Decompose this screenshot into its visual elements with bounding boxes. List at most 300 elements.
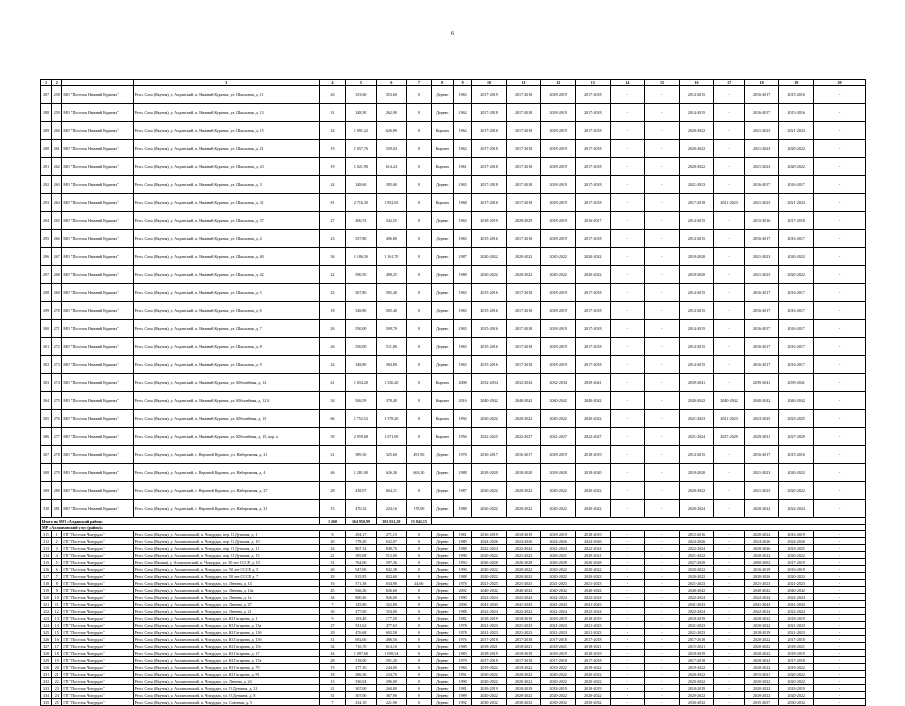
table-cell: Респ. Саха (Якутия), у. Алданский, с. Верхний Куранах, ул. Набережная, д. 21 — [133, 446, 319, 464]
table-cell: 764,00 — [346, 559, 377, 566]
table-cell: - — [813, 428, 865, 446]
table-cell: 2020-2022 — [506, 266, 541, 284]
table-cell: 2019-2022 — [472, 664, 507, 671]
table-cell: 2020-2022 — [779, 573, 814, 580]
table-row — [41, 176, 866, 194]
table-cell: 348,60 — [346, 176, 377, 194]
table-cell: - — [813, 284, 865, 302]
table-cell: 2018-2019 — [576, 615, 611, 622]
table-cell: 193,49 — [346, 615, 377, 622]
table-cell: - — [645, 140, 680, 158]
table-cell: 66 — [319, 410, 345, 428]
table-cell: 1 752,52 — [346, 410, 377, 428]
table-cell: 2020-2022 — [679, 573, 714, 580]
table-cell: - — [813, 194, 865, 212]
table-cell: 2017-2018 — [506, 176, 541, 194]
table-cell: - — [813, 559, 865, 566]
table-cell: 2021-2023 — [779, 580, 814, 587]
table-cell: 0 — [407, 587, 431, 594]
table-cell: Кирпич — [431, 194, 453, 212]
table-cell: 2017-2018 — [506, 657, 541, 664]
table-body — [41, 80, 866, 706]
table-cell: 1965 — [453, 176, 471, 194]
table-cell: 2016-2017 — [744, 302, 779, 320]
table-cell: 36 — [319, 248, 345, 266]
table-cell: 2017-2018 — [576, 176, 611, 194]
table-cell: 2020-2022 — [541, 500, 576, 518]
total-row — [41, 518, 866, 525]
table-cell: Респ. Саха (Якutия), у. Аллаиховский, п. Чокурдах, ул. 50 лет СССР, д. 10 — [133, 559, 319, 566]
table-cell: 470,32 — [346, 500, 377, 518]
table-cell: - — [714, 248, 745, 266]
table-cell: 2022-2024 — [679, 608, 714, 615]
column-header: 8 — [431, 80, 453, 86]
table-cell: 2020-2022 — [541, 410, 576, 428]
table-cell: Дерево — [431, 566, 453, 573]
table-cell: 2039-2041 — [576, 374, 611, 392]
table-cell: 309 — [41, 482, 52, 500]
table-cell: 2023-2025 — [779, 410, 814, 428]
table-cell: Дерево — [431, 482, 453, 500]
table-cell: - — [813, 664, 865, 671]
table-cell: - — [645, 266, 680, 284]
table-cell: ГП "Поселок Чокурдах" — [62, 601, 133, 608]
table-cell: 1988 — [453, 266, 471, 284]
table-cell: 2039-2041 — [679, 374, 714, 392]
table-cell: 2021-2023 — [576, 580, 611, 587]
table-cell: - — [813, 545, 865, 552]
table-cell: 298 — [41, 284, 52, 302]
table-cell: 2032-2034 — [506, 374, 541, 392]
table-row — [41, 580, 866, 587]
table-cell: 2041-2043 — [679, 601, 714, 608]
table-cell: - — [645, 692, 680, 699]
table-cell: - — [645, 559, 680, 566]
table-cell: Дерево — [431, 671, 453, 678]
table-cell: 2019-2022 — [576, 664, 611, 671]
table-cell: 21 — [319, 446, 345, 464]
table-cell: 1 057,76 — [346, 140, 377, 158]
table-cell: 2039-2041 — [744, 374, 779, 392]
table-cell: ГП "Поселок Чокурдах" — [62, 573, 133, 580]
table-cell: - — [610, 140, 645, 158]
table-cell: Респ. Саха (Якутия), у. Аллаиховский, п. Чокурдах, ул. Ю.Гагарина, д. 81 — [133, 671, 319, 678]
table-cell: 2018-2019 — [744, 629, 779, 636]
table-cell: 2032-2034 — [541, 374, 576, 392]
table-cell: 2040-2042 — [744, 587, 779, 594]
table-cell: 395,60 — [376, 176, 407, 194]
table-cell: 2020-2022 — [576, 573, 611, 580]
table-cell: 234,70 — [376, 671, 407, 678]
column-header: 5 — [346, 80, 377, 86]
table-cell: 277,60 — [346, 608, 377, 615]
table-cell: - — [813, 531, 865, 538]
table-cell: 2018-2019 — [576, 531, 611, 538]
table-cell: 1956 — [453, 428, 471, 446]
table-cell: 329 — [41, 657, 52, 664]
table-cell: 2018-2019 — [541, 446, 576, 464]
table-cell: 311 — [41, 531, 52, 538]
table-cell: 2021-2024 — [679, 428, 714, 446]
table-cell: 1965 — [453, 356, 471, 374]
table-cell: 2014-2015 — [679, 230, 714, 248]
table-cell: - — [610, 615, 645, 622]
table-cell: 281 — [52, 500, 62, 518]
table-cell: Респ. Саха (Якутия), у. Аллаиховский, п. Чокурдах, ул. Ленина, д. 24 — [133, 678, 319, 685]
table-cell: МО "Поселок Нижний Куранах" — [62, 338, 133, 356]
table-cell: 2021-2023 — [472, 622, 507, 629]
table-cell: - — [813, 302, 865, 320]
table-cell: 262,90 — [376, 104, 407, 122]
table-cell: - — [645, 587, 680, 594]
table-row — [41, 86, 866, 104]
table-cell: - — [813, 699, 865, 706]
table-cell: Респ. Саха (Якутия), у. Алданский, п. Нижний Куранах, ул. Школьная, д. 5 — [133, 284, 319, 302]
table-cell: - — [610, 552, 645, 559]
column-header: 12 — [541, 80, 576, 86]
table-cell: - — [813, 580, 865, 587]
table-cell: - — [714, 615, 745, 622]
table-cell: 24 — [52, 692, 62, 699]
table-cell: 2018-2019 — [679, 685, 714, 692]
table-cell: Дерево — [431, 594, 453, 601]
table-cell: 41 — [319, 374, 345, 392]
table-cell: - — [714, 699, 745, 706]
table-cell: - — [610, 158, 645, 176]
table-cell: ГП "Поселок Чокурдах" — [62, 538, 133, 545]
table-cell: 2016-2017 — [744, 320, 779, 338]
table-cell: 0 — [407, 594, 431, 601]
table-cell: 2024-2026 — [744, 538, 779, 545]
table-cell: - — [813, 608, 865, 615]
table-cell: 264 — [52, 194, 62, 212]
table-row — [41, 643, 866, 650]
table-cell: 334 — [41, 692, 52, 699]
table-cell: Респ. Саха (Якутия), у. Алданский, п. Нижний Куранах, ул. Школьная, д. 13 — [133, 104, 319, 122]
table-cell: 2022-2024 — [744, 608, 779, 615]
table-cell: 2030-2032 — [506, 699, 541, 706]
table-cell: МО "Поселок Нижний Куранах" — [62, 500, 133, 518]
table-row — [41, 284, 866, 302]
table-cell: - — [610, 622, 645, 629]
total-label: Итого по МО «Алданский район» — [41, 518, 320, 525]
table-cell: 328 — [41, 650, 52, 657]
table-cell: 2040-2042 — [679, 392, 714, 410]
table-cell: 2020-2022 — [472, 692, 507, 699]
table-cell: 2018-2019 — [679, 615, 714, 622]
table-cell: 260,80 — [376, 685, 407, 692]
table-row — [41, 566, 866, 573]
table-cell: 2017-2018 — [779, 657, 814, 664]
table-cell: 2015-2016 — [679, 531, 714, 538]
table-cell: 378,40 — [376, 392, 407, 410]
table-cell: 512,00 — [376, 552, 407, 559]
table-cell: 1978 — [453, 446, 471, 464]
table-cell: 24,66 — [407, 580, 431, 587]
table-row — [41, 538, 866, 545]
table-cell: 2016-2017 — [779, 338, 814, 356]
table-cell: 2016-2017 — [779, 302, 814, 320]
table-cell: 0 — [407, 212, 431, 230]
table-cell: 778,20 — [346, 538, 377, 545]
table-cell: - — [645, 531, 680, 538]
table-cell: 327 — [41, 643, 52, 650]
table-cell: 2016-2019 — [472, 531, 507, 538]
table-cell: 2017-2018 — [506, 140, 541, 158]
table-cell: 27 — [319, 622, 345, 629]
table-row — [41, 482, 866, 500]
table-cell: - — [645, 356, 680, 374]
table-cell: 23 — [319, 230, 345, 248]
table-cell: 2017-2018 — [679, 657, 714, 664]
table-cell: - — [645, 194, 680, 212]
table-cell: - — [813, 587, 865, 594]
table-cell: Кирпич — [431, 392, 453, 410]
table-cell: 2018-2019 — [472, 212, 507, 230]
table-cell: 2022-2027 — [541, 428, 576, 446]
table-cell: МО "Поселок Нижний Куранах" — [62, 176, 133, 194]
table-cell: 353,60 — [376, 86, 407, 104]
table-cell: 2022-2025 — [472, 428, 507, 446]
table-cell: - — [813, 374, 865, 392]
table-cell: 2018-2019 — [541, 140, 576, 158]
table-row — [41, 374, 866, 392]
table-cell: 2022-2024 — [679, 545, 714, 552]
table-cell: 2018-2020 — [541, 464, 576, 482]
table-cell: 1988 — [453, 500, 471, 518]
table-cell: 2016-2017 — [744, 284, 779, 302]
table-cell: Дерево — [431, 86, 453, 104]
table-cell: 1987 — [453, 482, 471, 500]
table-cell: 2020-2022 — [472, 500, 507, 518]
table-cell: 2022-2027 — [576, 428, 611, 446]
table-cell: 2020-2022 — [472, 410, 507, 428]
table-cell: Дерево — [431, 678, 453, 685]
table-cell: 2020-2022 — [779, 140, 814, 158]
table-cell: - — [714, 678, 745, 685]
table-cell: 2015-2016 — [472, 230, 507, 248]
column-header: 6 — [376, 80, 407, 86]
table-cell: 13 — [319, 678, 345, 685]
table-cell: 0 — [407, 104, 431, 122]
table-cell: 2021-2022 — [679, 552, 714, 559]
table-cell: 2016-2017 — [472, 446, 507, 464]
table-cell: Респ. Саха (Якутия), у. Алданский, п. Нижний Куранах, ул. Школьная, д. 15 — [133, 122, 319, 140]
table-cell: 279 — [52, 464, 62, 482]
table-cell: 263 — [52, 176, 62, 194]
table-row — [41, 685, 866, 692]
table-cell: 267 — [52, 248, 62, 266]
table-cell: - — [813, 636, 865, 643]
table-cell: - — [610, 122, 645, 140]
table-cell: 1990 — [453, 566, 471, 573]
table-cell: 1978 — [453, 580, 471, 587]
table-cell: 2040-2042 — [779, 587, 814, 594]
table-cell: 2021-2023 — [744, 248, 779, 266]
table-cell: 26 — [319, 320, 345, 338]
table-cell: 614,24 — [376, 158, 407, 176]
table-cell: Респ. Саха (Якутия), у. Алданский, п. Нижний Куранах, ул. Юбилейная, д. 15 — [133, 410, 319, 428]
table-cell: - — [813, 629, 865, 636]
table-cell: 1979 — [453, 657, 471, 664]
table-cell: Респ. Саха (Якутия), у. Аллаиховский, п. Чокурдах, ул. О.Дуткина, д. 21 — [133, 685, 319, 692]
table-cell: - — [813, 601, 865, 608]
table-cell: 353,60 — [346, 86, 377, 104]
table-cell: - — [714, 643, 745, 650]
table-cell: 501,20 — [376, 657, 407, 664]
table-row — [41, 657, 866, 664]
table-cell: 2015-2021 — [679, 643, 714, 650]
table-cell: 0 — [407, 671, 431, 678]
table-row — [41, 230, 866, 248]
table-cell: Респ. Саха (Якутия), у. Алданский, п. Нижний Куранах, ул. Школьная, д. 8 — [133, 338, 319, 356]
table-cell: 491,90 — [407, 446, 431, 464]
table-cell: 1984 — [453, 664, 471, 671]
table-cell: 320 — [41, 594, 52, 601]
table-cell: 2015-2016 — [472, 338, 507, 356]
table-cell: 2017-2018 — [506, 104, 541, 122]
table-cell: 1981 — [453, 685, 471, 692]
table-cell: ГП "Поселок Чокурдах" — [62, 559, 133, 566]
table-cell: ГП "Поселок Чокурдах" — [62, 608, 133, 615]
table-cell: ГП "Поселок Чокурдах" — [62, 531, 133, 538]
table-cell: 2040-2042 — [679, 587, 714, 594]
table-cell: Дерево — [431, 446, 453, 464]
table-cell: 0 — [407, 692, 431, 699]
table-cell: 1 091,22 — [346, 122, 377, 140]
table-row — [41, 266, 866, 284]
table-cell: - — [610, 392, 645, 410]
table-cell: 7 — [319, 699, 345, 706]
table-cell: 2020-2022 — [679, 482, 714, 500]
table-cell: Дерево — [431, 212, 453, 230]
table-cell: 19 — [319, 664, 345, 671]
table-cell: 1992 — [453, 699, 471, 706]
table-cell: - — [645, 122, 680, 140]
table-cell: ГП "Поселок Чокурдах" — [62, 657, 133, 664]
table-cell: Респ. Саха (Якутия), у. Аллаиховский, п. Чокурдах, ул. Ю.Гагарина, д. 13б — [133, 629, 319, 636]
table-cell: 2018-2020 — [679, 266, 714, 284]
table-cell: 2020-2022 — [744, 678, 779, 685]
table-cell: 19 — [52, 657, 62, 664]
table-cell: 2017-2018 — [506, 122, 541, 140]
table-cell: 2027-2029 — [714, 428, 745, 446]
table-cell: Респ. Саха (Якутия), у. Алданский, п. Нижний Куранах, ул. Юбилейная, д. 12 — [133, 374, 319, 392]
table-cell: Респ. Саха (Якутия), у. Алданский, п. Нижний Куранах, ул. Юбилейная, д. 12 Б — [133, 392, 319, 410]
table-cell: 7 — [319, 601, 345, 608]
table-cell: 16 — [319, 580, 345, 587]
table-cell: Респ. Саха (Якутия), у. Аллаиховский, п. Чокурдах, ул. Ю.Гагарина, д. 13а — [133, 622, 319, 629]
table-cell: - — [645, 608, 680, 615]
table-cell: 21 — [52, 671, 62, 678]
table-cell: - — [610, 643, 645, 650]
table-row — [41, 664, 866, 671]
table-cell: Респ. Саха (Якутия), у. Алданский, п. Нижний Куранах, ул. Школьная, д. 42 — [133, 266, 319, 284]
table-cell: - — [813, 615, 865, 622]
table-cell: 2020-2022 — [506, 692, 541, 699]
table-cell: - — [645, 566, 680, 573]
table-cell: - — [610, 194, 645, 212]
table-cell: 300 — [41, 320, 52, 338]
table-cell: МО "Поселок Нижний Куранах" — [62, 356, 133, 374]
table-row — [41, 302, 866, 320]
table-cell: - — [645, 86, 680, 104]
table-cell: 28 — [319, 482, 345, 500]
table-cell: ГП "Поселок Чокурдах" — [62, 685, 133, 692]
table-cell: - — [610, 692, 645, 699]
table-cell: - — [610, 678, 645, 685]
table-cell: 2022-2024 — [541, 608, 576, 615]
table-row — [41, 446, 866, 464]
table-cell: 333 — [41, 685, 52, 692]
table-cell: 2014-2015 — [679, 212, 714, 230]
table-cell: 2021-2023 — [779, 122, 814, 140]
table-cell: 1963 — [453, 212, 471, 230]
table-cell: 2021-2023 — [541, 622, 576, 629]
table-cell: - — [610, 338, 645, 356]
table-cell: 288 — [41, 104, 52, 122]
table-cell: 2021-2023 — [714, 410, 745, 428]
table-row — [41, 500, 866, 518]
table-cell: - — [714, 482, 745, 500]
table-cell: 2017-2019 — [472, 86, 507, 104]
table-cell: - — [645, 410, 680, 428]
table-cell: - — [714, 374, 745, 392]
table-cell: 1991 — [453, 671, 471, 678]
table-cell: - — [813, 176, 865, 194]
table-cell: 2002 — [453, 587, 471, 594]
table-cell: Дерево — [431, 629, 453, 636]
table-cell: 2008 — [453, 374, 471, 392]
table-cell: МО "Поселок Нижний Куранах" — [62, 284, 133, 302]
column-header: 19 — [779, 80, 814, 86]
table-cell: 2017-2018 — [506, 356, 541, 374]
table-cell: - — [610, 685, 645, 692]
table-cell: 2018-2021 — [506, 643, 541, 650]
table-cell: Кирпич — [431, 374, 453, 392]
table-cell: 2021-2023 — [744, 266, 779, 284]
table-cell: 271 — [52, 320, 62, 338]
table-cell: 2018-2019 — [506, 531, 541, 538]
table-cell: - — [645, 678, 680, 685]
table-cell: - — [714, 140, 745, 158]
table-cell: 23 — [319, 284, 345, 302]
column-header: 2 — [52, 80, 62, 86]
table-cell: 294 — [41, 212, 52, 230]
table-cell: 20 — [319, 538, 345, 545]
table-cell: 1990 — [453, 552, 471, 559]
table-cell: 807,14 — [346, 545, 377, 552]
table-cell: 2021-2023 — [779, 629, 814, 636]
table-cell: - — [610, 650, 645, 657]
table-cell: - — [610, 428, 645, 446]
table-cell: 34 — [319, 392, 345, 410]
table-cell: 1 654,20 — [346, 374, 377, 392]
table-cell: 0 — [407, 482, 431, 500]
table-cell: - — [645, 580, 680, 587]
table-cell: 2022-2024 — [506, 545, 541, 552]
table-cell: 299 — [41, 302, 52, 320]
table-cell: 548,80 — [346, 302, 377, 320]
table-cell: Респ. Саха (Якутия), у. Алданский, с. Верхний Куранах, ул. Набережная, д. 4 — [133, 464, 319, 482]
table-cell: - — [610, 248, 645, 266]
table-cell: 2018-2019 — [779, 685, 814, 692]
table-cell: 2022-2024 — [541, 594, 576, 601]
table-cell: 0 — [407, 629, 431, 636]
table-cell: 2021-2023 — [744, 482, 779, 500]
table-cell: 2018-2019 — [541, 615, 576, 622]
table-cell: - — [813, 573, 865, 580]
